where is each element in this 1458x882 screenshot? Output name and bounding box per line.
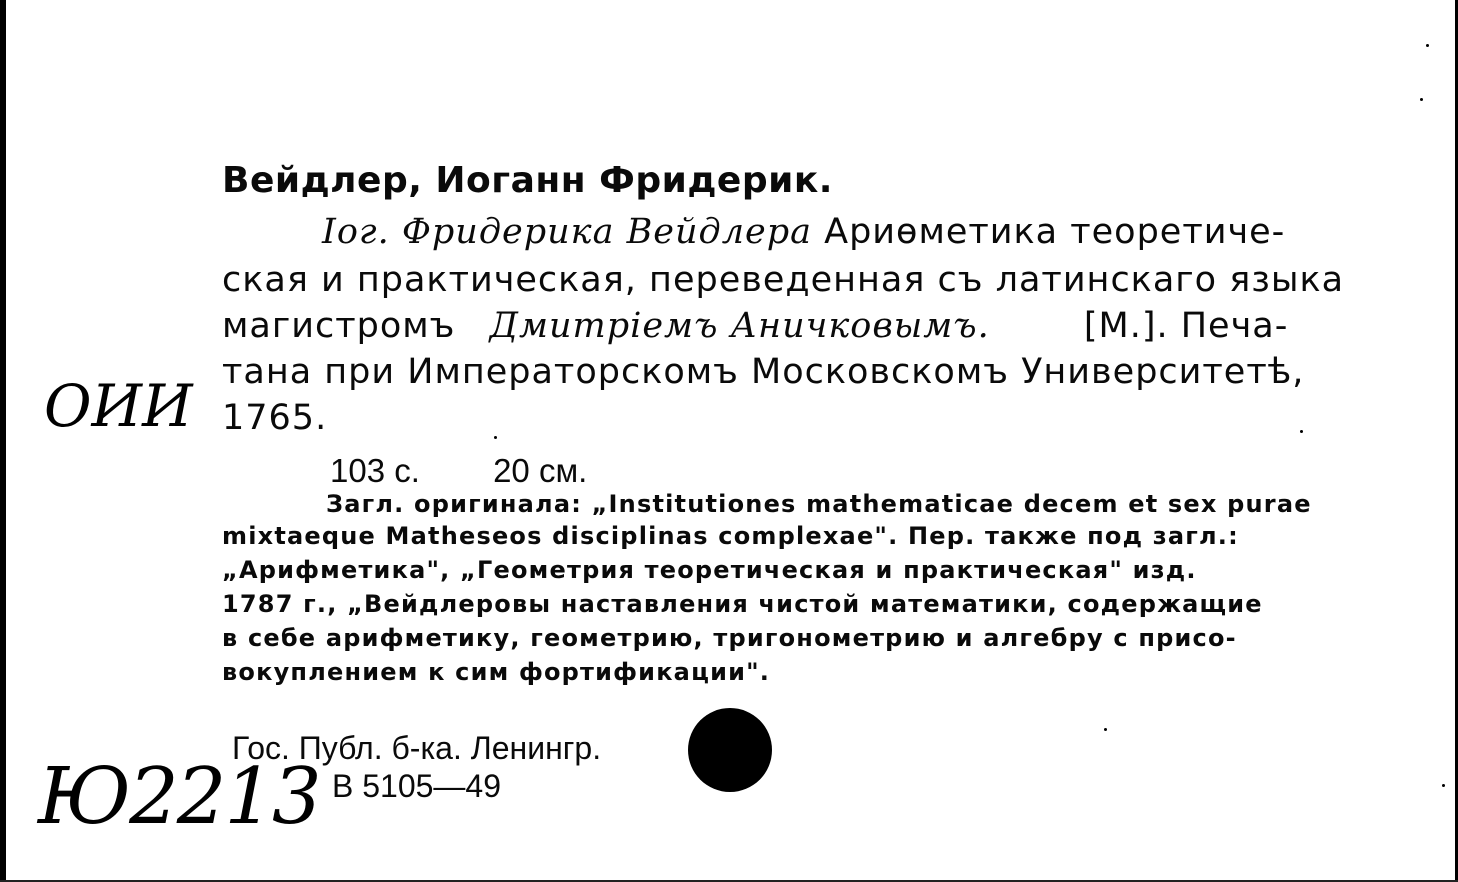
shelfmark: В 5105—49	[332, 768, 502, 804]
card-left-edge	[0, 0, 6, 882]
handwritten-margin-note: ОИИ	[44, 372, 193, 440]
speck	[1420, 98, 1423, 101]
note-line-2: mixtaeque Matheseos disciplinas complexae". Пер. также под загл.:	[222, 522, 1239, 550]
collation-line	[330, 452, 587, 490]
author-heading: Вейдлер, Иоганн Фридерик.	[222, 160, 833, 201]
note-line-6: вокуплением к сим фортификации".	[222, 658, 771, 686]
title-line-2: ская и практическая, переведенная съ латинскаго языка	[222, 260, 1345, 300]
collation-pages: 103 с.	[330, 452, 420, 489]
imprint-place: [М.]. Печа-	[1083, 306, 1289, 346]
note-line-3: „Арифметика", „Геометрия теоретическая и практическая" изд.	[222, 556, 1197, 584]
title-line-4: тана при Императорскомъ Московскомъ Университетѣ,	[222, 352, 1305, 392]
translator-name: Дмитріемъ Аничковымъ.	[489, 306, 990, 346]
handwritten-accession-number: Ю2213	[38, 752, 320, 842]
title-line-1-rest: Ариѳметика теоретиче-	[824, 212, 1286, 252]
title-line-1	[322, 212, 1285, 252]
note-line-5: в себе арифметику, геометрию, тригонометрию и алгебру с присо-	[222, 624, 1237, 652]
note-line-4: 1787 г., „Вейдлеровы наставления чистой математики, содержащие	[222, 590, 1263, 618]
speck	[1442, 784, 1445, 787]
speck	[1300, 430, 1303, 433]
title-author-italic: Іог. Фридерика Вейдлера	[322, 212, 812, 252]
collation-size: 20 см.	[493, 452, 588, 489]
note-line-1: Загл. оригинала: „Institutiones mathematicae decem et sex purae	[326, 490, 1312, 518]
speck	[1426, 44, 1429, 47]
punch-hole	[688, 708, 772, 792]
speck	[494, 436, 497, 439]
library-line: Гос. Публ. б-ка. Ленингр.	[232, 730, 602, 766]
title-line-5: 1765.	[222, 398, 328, 438]
speck	[1104, 728, 1107, 731]
title-line-3-start: магистромъ	[222, 306, 456, 346]
title-line-3	[222, 306, 1288, 346]
